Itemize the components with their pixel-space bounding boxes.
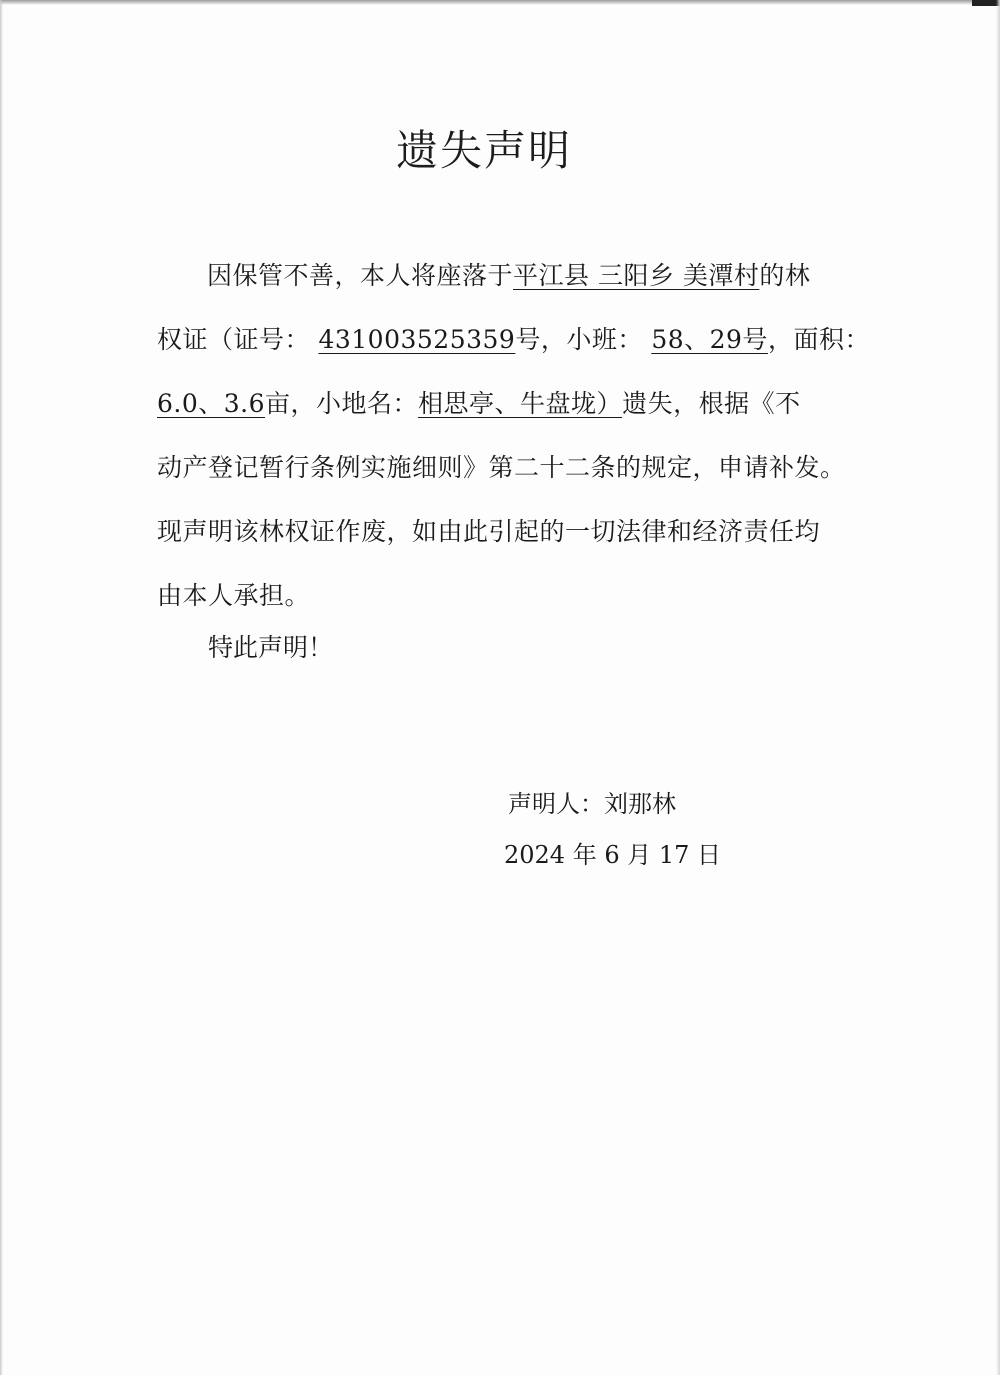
body-line-4	[157, 436, 846, 500]
closing-statement: 特此声明！	[208, 633, 334, 662]
declaration-body	[157, 244, 870, 628]
body-text-segment: 亩，小地名：	[265, 389, 419, 418]
body-line-6	[157, 564, 827, 628]
area-field: 6.0、3.6	[157, 389, 266, 418]
scan-right-edge	[996, 0, 1000, 1375]
body-text-segment: 动产登记暂行条例实施细则》第二十二条的规定，申请补发。	[157, 453, 846, 482]
scan-left-edge	[0, 0, 3, 1375]
signer-line: 声明人：刘那林	[508, 790, 676, 818]
body-text-segment: 遗失，根据《不	[622, 389, 801, 418]
body-line-3	[157, 372, 827, 436]
place-name-field: 相思亭、牛盘垅）	[418, 389, 623, 418]
declaration-date: 2024 年 6 月 17 日	[504, 841, 722, 869]
body-line-5	[157, 500, 827, 564]
location-field: 平江县 三阳乡 美潭村	[513, 261, 760, 290]
body-text-segment: 权证（证号：	[157, 325, 311, 354]
certificate-number-field: 431003525359	[318, 325, 516, 354]
body-text-segment: 由本人承担。	[157, 581, 311, 610]
body-text-segment: ，面积：	[767, 325, 870, 354]
scan-top-edge	[0, 0, 1000, 5]
body-text-segment: 的林	[759, 261, 811, 290]
body-text-segment: 因保管不善，本人将座落于	[207, 261, 514, 290]
body-text-segment: 现声明该林权证作废，如由此引起的一切法律和经济责任均	[157, 517, 821, 546]
document-title: 遗失声明	[395, 126, 572, 175]
sub-lot-field: 58、29号	[651, 325, 768, 354]
body-text-segment: 号，小班：	[515, 325, 643, 354]
body-line-2	[157, 308, 870, 372]
body-line-1	[157, 244, 827, 308]
